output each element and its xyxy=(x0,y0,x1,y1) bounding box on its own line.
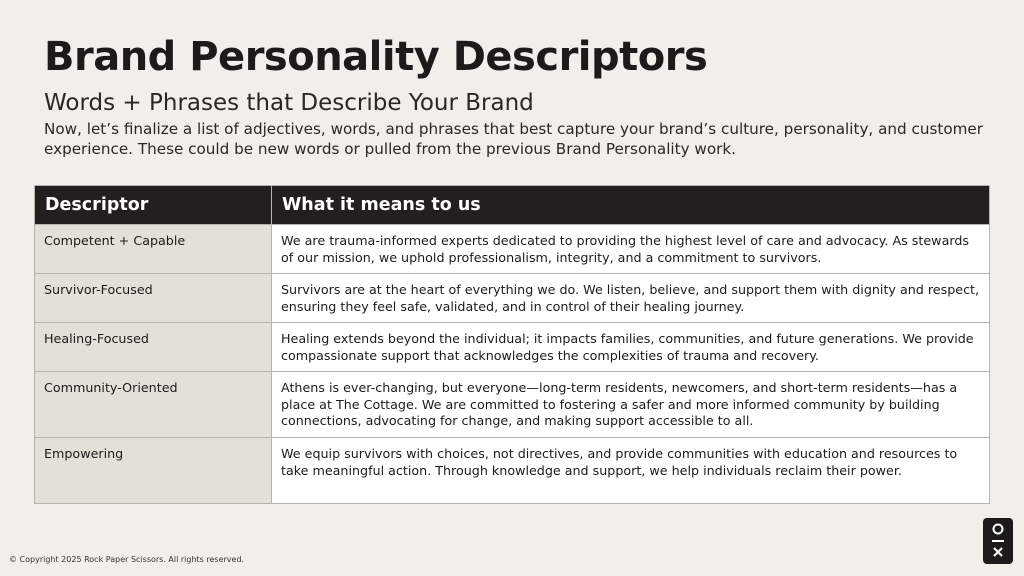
table-row xyxy=(35,323,990,372)
page-title: Brand Personality Descriptors xyxy=(44,34,708,80)
copyright-footer: © Copyright 2025 Rock Paper Scissors. All rights reserved. xyxy=(9,555,245,564)
descriptor-cell: Competent + Capable xyxy=(35,225,272,274)
meaning-cell: Healing extends beyond the individual; it impacts families, communities, and future generations. We provide compassionate support that acknowledges the complexities of trauma and recovery. xyxy=(272,323,990,372)
table-row xyxy=(35,372,990,438)
meaning-cell: Survivors are at the heart of everything we do. We listen, believe, and support them with dignity and respect, ensuring they feel safe, validated, and in control of their healing journey. xyxy=(272,274,990,323)
page-subtitle: Words + Phrases that Describe Your Brand xyxy=(44,90,534,116)
table-row xyxy=(35,274,990,323)
descriptor-cell: Healing-Focused xyxy=(35,323,272,372)
descriptor-cell: Community-Oriented xyxy=(35,372,272,438)
column-header-meaning: What it means to us xyxy=(272,186,990,225)
rock-paper-scissors-logo-icon xyxy=(983,518,1013,564)
meaning-cell: We equip survivors with choices, not directives, and provide communities with education and resources to take meaningful action. Through knowledge and support, we help individuals reclaim their power. xyxy=(272,438,990,504)
column-header-descriptor: Descriptor xyxy=(35,186,272,225)
intro-paragraph: Now, let’s finalize a list of adjectives, words, and phrases that best capture your brand’s culture, personality, and customer experience. These could be new words or pulled from the previous Brand Personality work. xyxy=(44,120,983,158)
descriptor-table xyxy=(34,185,990,504)
table-row xyxy=(35,225,990,274)
descriptor-cell: Empowering xyxy=(35,438,272,504)
meaning-cell: Athens is ever-changing, but everyone—long-term residents, newcomers, and short-term residents—has a place at The Cottage. We are committed to fostering a safer and more informed community by building connections, advocating for change, and making support accessible to all. xyxy=(272,372,990,438)
table-header-row xyxy=(35,186,990,225)
meaning-cell: We are trauma-informed experts dedicated to providing the highest level of care and advocacy. As stewards of our mission, we uphold professionalism, integrity, and a commitment to survivors. xyxy=(272,225,990,274)
descriptor-cell: Survivor-Focused xyxy=(35,274,272,323)
table-row xyxy=(35,438,990,504)
